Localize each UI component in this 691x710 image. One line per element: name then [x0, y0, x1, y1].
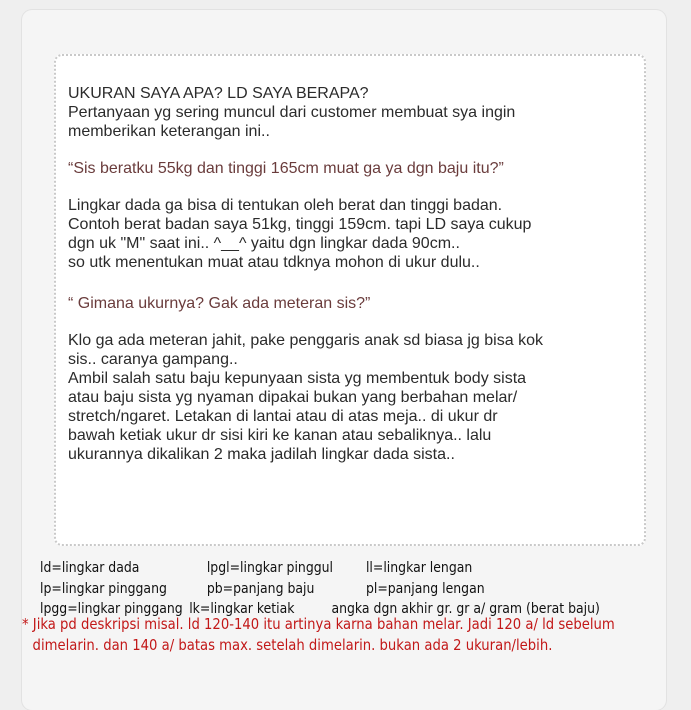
- size-abbreviation-legend: [40, 558, 600, 620]
- answer-2-line-3: Ambil salah satu baju kepunyaan sista yg membentuk body sista: [68, 370, 527, 387]
- legend-item: lk=lingkar ketiak: [189, 601, 295, 617]
- customer-question-1: “Sis beratku 55kg dan tinggi 165cm muat ga ya dgn baju itu?”: [68, 160, 504, 177]
- legend-item: ld=lingkar dada: [40, 560, 140, 576]
- answer-1-line-4: so utk menentukan muat atau tdknya mohon di ukur dulu..: [68, 254, 480, 271]
- note-text: [68, 84, 648, 464]
- answer-2-line-6: bawah ketiak ukur dr sisi kiri ke kanan atau sebaliknya.. lalu: [68, 427, 492, 444]
- footnote-line-2: dimelarin. dan 140 a/ batas max. setelah dimelarin. bukan ada 2 ukuran/lebih.: [32, 636, 553, 654]
- answer-2-line-2: sis.. caranya gampang..: [68, 351, 238, 368]
- legend-item: pb=panjang baju: [206, 580, 315, 597]
- legend-item: lpgl=lingkar pinggul: [206, 560, 334, 576]
- answer-1-line-3: dgn uk "M" saat ini.. ^__^ yaitu dgn lingkar dada 90cm..: [68, 235, 460, 252]
- customer-question-2: “ Gimana ukurnya? Gak ada meteran sis?”: [68, 295, 371, 312]
- note-intro-line-1: Pertanyaan yg sering muncul dari customer membuat sya ingin: [68, 104, 516, 121]
- answer-2-line-1: Klo ga ada meteran jahit, pake penggaris anak sd biasa jg bisa kok: [68, 332, 543, 349]
- footnote: [22, 614, 615, 656]
- answer-1-line-2: Contoh berat badan saya 51kg, tinggi 159cm. tapi LD saya cukup: [68, 216, 532, 233]
- note-title: UKURAN SAYA APA? LD SAYA BERAPA?: [68, 85, 369, 102]
- legend-item: lpgg=lingkar pinggang: [40, 601, 183, 617]
- legend-row: [40, 579, 600, 600]
- footnote-line-1: * Jika pd deskripsi misal. ld 120-140 itu artinya karna bahan melar. Jadi 120 a/ ld sebelum: [22, 615, 615, 633]
- legend-row: [40, 558, 600, 579]
- legend-item: pl=panjang lengan: [365, 580, 485, 597]
- answer-1-line-1: Lingkar dada ga bisa di tentukan oleh berat dan tinggi badan.: [68, 197, 503, 214]
- legend-item: lp=lingkar pinggang: [40, 580, 167, 597]
- note-intro-line-2: memberikan keterangan ini..: [68, 123, 270, 140]
- legend-item: ll=lingkar lengan: [365, 560, 473, 576]
- answer-2-line-5: stretch/ngaret. Letakan di lantai atau di atas meja.. di ukur dr: [68, 408, 498, 425]
- answer-2-line-7: ukurannya dikalikan 2 maka jadilah lingkar dada sista..: [68, 446, 455, 463]
- legend-item: angka dgn akhir gr. gr a/ gram (berat baju): [331, 601, 600, 617]
- answer-2-line-4: atau baju sista yg nyaman dipakai bukan yang berbahan melar/: [68, 389, 518, 406]
